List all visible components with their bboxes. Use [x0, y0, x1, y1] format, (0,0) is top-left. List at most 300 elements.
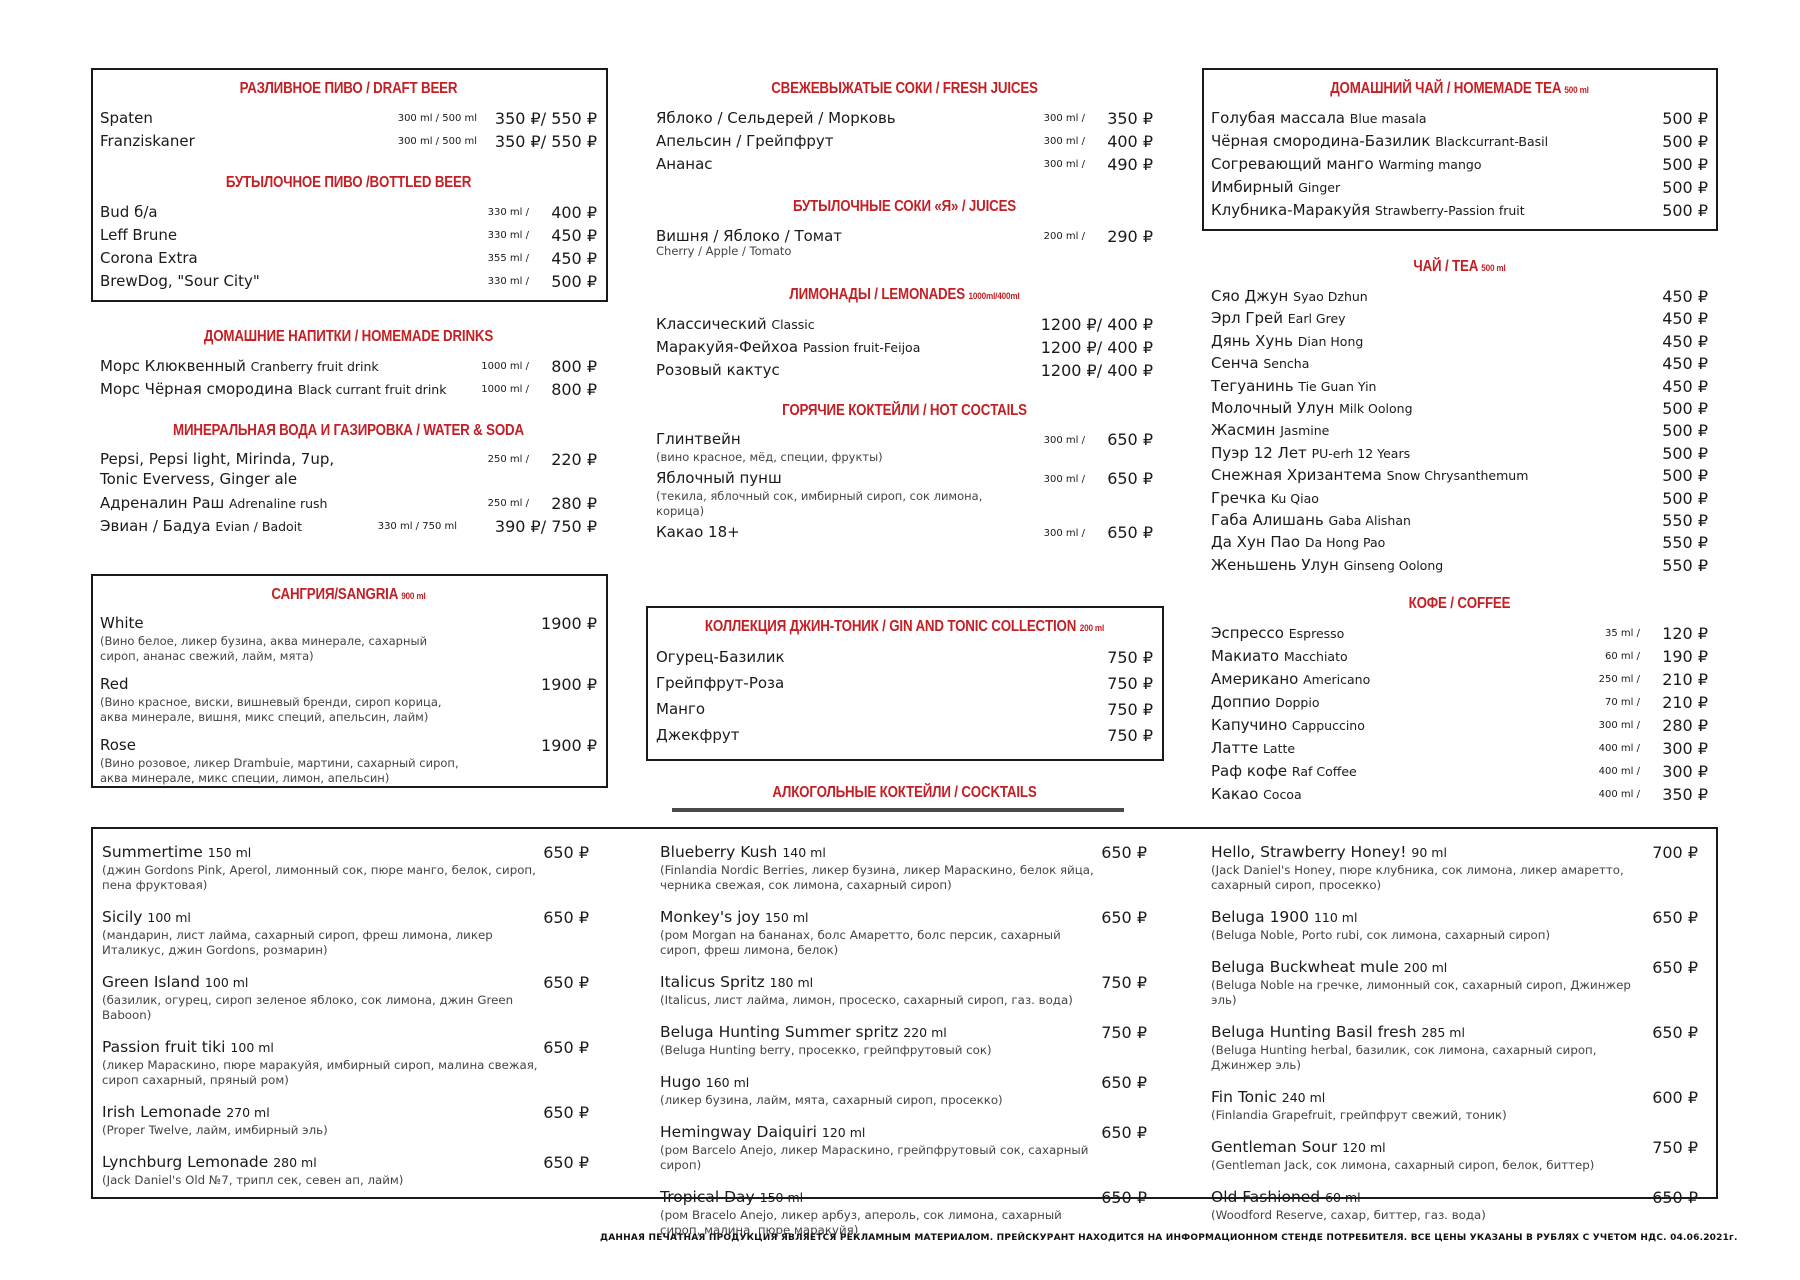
coffee-title: КОФЕ / COFFEE	[1408, 595, 1511, 612]
item-description: (вино красное, мёд, специи, фрукты)	[656, 450, 883, 464]
item-volume: 300 ml /	[1043, 113, 1085, 124]
item-name	[1211, 397, 1413, 420]
item-volume: 200 ml /	[1043, 231, 1085, 242]
item-price: 350 ₽	[1662, 785, 1708, 804]
menu-item-row	[1211, 107, 1708, 130]
item-name-en: Latte	[1262, 741, 1296, 756]
item-name	[100, 735, 136, 756]
item-price: 450 ₽	[551, 249, 597, 268]
cocktail-name	[660, 1022, 947, 1043]
cocktails-separator	[672, 808, 1124, 812]
tea-list	[1211, 285, 1708, 576]
item-price: 390 ₽/ 750 ₽	[494, 517, 597, 536]
item-price: 650 ₽	[1107, 523, 1153, 542]
homemade-tea-title	[1246, 80, 1673, 98]
menu-item	[656, 359, 1153, 382]
item-name	[656, 468, 782, 489]
item-price: 750 ₽	[1107, 726, 1153, 745]
cocktail-description: (Beluga Noble, Porto rubi, сок лимона, сахарный сироп)	[1211, 928, 1551, 942]
item-name-ru: Латте	[1211, 739, 1259, 757]
item-name	[1211, 714, 1365, 737]
cocktail-row	[1211, 1022, 1708, 1043]
item-name-ru: Вишня / Яблоко / Томат	[656, 227, 843, 245]
cocktail-description: (Beluga Hunting berry, просекко, грейпфрутовый сок)	[660, 1043, 992, 1057]
menu-item-row	[1211, 487, 1708, 509]
item-name-en: Adrenaline rush	[229, 496, 328, 511]
item-name-en: Earl Grey	[1287, 311, 1346, 327]
item-name	[656, 153, 713, 176]
cocktail-item	[1211, 907, 1708, 943]
item-name	[656, 646, 785, 669]
item-price: 400 ₽	[1107, 132, 1153, 151]
item-name-ru: Какао 18+	[656, 523, 740, 541]
cocktails-col1	[102, 842, 599, 1202]
item-volume: 300 ml /	[1043, 528, 1085, 539]
menu-item-row	[1211, 622, 1708, 645]
item-price: 280 ₽	[1662, 716, 1708, 735]
item-name	[100, 355, 379, 378]
cocktail-price: 650 ₽	[1652, 908, 1698, 927]
item-name-ru: Молочный Улун	[1211, 398, 1335, 417]
menu-item	[1211, 668, 1708, 691]
item-name-ru: Яблоко / Сельдерей / Морковь	[656, 109, 896, 127]
item-name-en: Blue masala	[1349, 111, 1427, 126]
item-name-ru: Яблочный пунш	[656, 469, 782, 487]
sangria-title	[135, 586, 562, 604]
menu-item	[656, 646, 1153, 672]
cocktail-name-text: Old Fashioned	[1211, 1188, 1321, 1206]
menu-item-row	[1211, 442, 1708, 464]
item-name	[100, 224, 177, 247]
item-name-en: Cocoa	[1263, 787, 1302, 802]
menu-item-row	[1211, 783, 1708, 806]
item-name-ru: Снежная Хризантема	[1211, 466, 1382, 485]
cocktail-name-text: Hemingway Daiquiri	[660, 1123, 817, 1141]
sangria-title-volume: 900 ml	[401, 591, 426, 602]
cocktail-item	[102, 907, 599, 958]
cocktail-row	[660, 907, 1157, 928]
item-name-ru: Эрл Грей	[1211, 309, 1283, 328]
draft-beer-title: РАЗЛИВНОЕ ПИВО / DRAFT BEER	[239, 80, 458, 97]
item-name	[1211, 509, 1411, 532]
item-name-ru: BrewDog, "Sour City"	[100, 272, 260, 290]
menu-item-row	[1211, 645, 1708, 668]
cocktail-name-text: Sicily	[102, 908, 143, 926]
menu-item-row	[100, 130, 597, 153]
cocktail-name	[102, 972, 248, 993]
item-price: 500 ₽	[1662, 398, 1708, 418]
cocktail-price: 600 ₽	[1652, 1088, 1698, 1107]
item-name-ru: Голубая массала	[1211, 109, 1345, 127]
item-price: 500 ₽	[551, 272, 597, 291]
cocktail-price: 750 ₽	[1652, 1138, 1698, 1157]
menu-item-row	[100, 107, 597, 130]
cocktail-item	[1211, 1137, 1708, 1173]
cocktails-col1-list	[102, 842, 599, 1188]
cocktail-volume: 220 ml	[903, 1025, 947, 1040]
menu-item-row	[100, 378, 597, 401]
cocktail-volume: 140 ml	[782, 845, 826, 860]
item-price: 350 ₽	[1107, 109, 1153, 128]
menu-item	[1211, 176, 1708, 199]
item-name-ru: Клубника-Маракуйя	[1211, 201, 1371, 219]
item-price: 400 ₽	[551, 203, 597, 222]
item-volume: 35 ml /	[1605, 628, 1640, 639]
cocktail-volume: 160 ml	[705, 1075, 750, 1090]
draft-beer-list	[100, 107, 597, 153]
draft-beer-section	[100, 80, 597, 153]
cocktail-name-text: Summertime	[102, 843, 203, 861]
menu-item	[1211, 487, 1708, 509]
item-name	[656, 672, 784, 695]
cocktail-name	[102, 1102, 270, 1123]
cocktail-volume: 150 ml	[759, 1190, 804, 1205]
menu-item	[1211, 107, 1708, 130]
menu-item	[1211, 419, 1708, 441]
menu-item-row	[1211, 691, 1708, 714]
cocktail-volume: 110 ml	[1313, 910, 1358, 925]
tea-title-text: ЧАЙ / TEA	[1413, 258, 1478, 275]
cocktail-name	[1211, 1187, 1361, 1208]
item-name	[656, 429, 741, 450]
item-name-ru: Да Хун Пао	[1211, 533, 1301, 552]
sangria-title-text: САНГРИЯ/SANGRIA	[271, 586, 398, 603]
cocktail-row	[660, 1072, 1157, 1093]
item-name-ru: Какао	[1211, 785, 1259, 803]
cocktail-name-text: Blueberry Kush	[660, 843, 778, 861]
item-price: 750 ₽	[1107, 648, 1153, 667]
cocktail-row	[660, 842, 1157, 863]
menu-item	[1211, 714, 1708, 737]
item-name	[100, 270, 260, 293]
cocktail-item	[102, 1152, 599, 1188]
cocktail-description: (Finlandia Grapefruit, грейпфрут свежий, тоник)	[1211, 1108, 1507, 1122]
item-price: 220 ₽	[551, 450, 597, 469]
gin-tonic-section	[656, 618, 1153, 750]
cocktail-name-text: Tropical Day	[660, 1188, 755, 1206]
cocktail-volume: 120 ml	[821, 1125, 866, 1140]
cocktail-name	[660, 972, 813, 993]
item-name	[100, 130, 195, 153]
item-name	[1211, 107, 1427, 130]
menu-item-row	[656, 698, 1153, 724]
menu-item	[656, 130, 1153, 153]
menu-item	[100, 270, 597, 293]
cocktail-item	[660, 1022, 1157, 1058]
item-name-en: Tie Guan Yin	[1298, 378, 1377, 394]
cocktails-col2-list	[660, 842, 1157, 1238]
menu-item-row	[1211, 285, 1708, 307]
cocktail-name-text: Beluga 1900	[1211, 908, 1310, 926]
menu-item-row	[1211, 464, 1708, 486]
cocktail-item	[102, 1102, 599, 1138]
item-price: 120 ₽	[1662, 624, 1708, 643]
item-name	[100, 107, 153, 130]
menu-item	[1211, 307, 1708, 329]
item-name	[1211, 307, 1346, 330]
homemade-drinks-title: ДОМАШНИЕ НАПИТКИ / HOMEMADE DRINKS	[203, 328, 494, 345]
cocktail-row	[1211, 907, 1708, 928]
menu-item	[1211, 130, 1708, 153]
cocktail-volume: 285 ml	[1421, 1025, 1465, 1040]
cocktail-description: (ликер Мараскино, пюре маракуйя, имбирный сироп, малина свежая, сироп сахарный, пряный ром)	[102, 1058, 538, 1087]
cocktail-name	[102, 907, 191, 928]
item-name-ru: Corona Extra	[100, 249, 198, 267]
cocktail-description: (Proper Twelve, лайм, имбирный эль)	[102, 1123, 328, 1137]
item-name	[1211, 352, 1309, 375]
menu-item	[1211, 285, 1708, 307]
item-name-ru: Макиато	[1211, 647, 1280, 665]
cocktail-volume: 280 ml	[273, 1155, 317, 1170]
menu-item	[1211, 509, 1708, 531]
item-description: (Вино белое, ликер бузина, аква минерале, сахарный сироп, ананас свежий, лайм, мята)	[100, 634, 428, 663]
hot-cocktails-title: ГОРЯЧИЕ КОКТЕЙЛИ / HOT COCTAILS	[782, 402, 1027, 419]
cocktail-row	[102, 972, 599, 993]
cocktail-name	[1211, 1137, 1386, 1158]
cocktail-name	[660, 1187, 803, 1208]
item-name-en: Syao Dzhun	[1293, 289, 1368, 304]
cocktail-description: (Jack Daniel's Honey, пюре клубника, сок лимона, ликер амаретто, сахарный сироп, просекко)	[1211, 863, 1624, 892]
menu-item	[100, 613, 597, 664]
item-price: 450 ₽	[1662, 309, 1708, 329]
item-price: 450 ₽	[1662, 287, 1708, 306]
menu-item	[100, 130, 597, 153]
item-price: 800 ₽	[551, 357, 597, 376]
cocktail-name	[1211, 1022, 1465, 1043]
item-name	[1211, 622, 1344, 645]
item-name-ru: Сяо Джун	[1211, 287, 1289, 305]
menu-item-row	[1211, 509, 1708, 531]
cocktail-description: (ром Bracelo Anejo, ликер арбуз, апероль, сок лимона, сахарный сироп, малина, пюре маракуйя)	[660, 1208, 1062, 1237]
cocktail-volume: 240 ml	[1281, 1090, 1326, 1105]
item-name-en: Strawberry-Passion fruit	[1374, 203, 1525, 218]
item-name-en: Doppio	[1275, 695, 1320, 710]
item-name	[100, 613, 144, 634]
menu-item-row	[656, 153, 1153, 176]
item-description: (Вино красное, виски, вишневый бренди, сироп корица, аква минерале, вишня, микс специй, апельсин, лайм)	[100, 695, 442, 724]
item-price: 500 ₽	[1662, 421, 1708, 441]
item-price: 450 ₽	[551, 226, 597, 245]
cocktail-row	[1211, 957, 1708, 978]
cocktail-row	[102, 1037, 599, 1058]
item-name-en: Blackcurrant-Basil	[1435, 134, 1549, 149]
cocktail-name-text: Beluga Hunting Summer spritz	[660, 1023, 899, 1041]
item-name	[1211, 487, 1319, 510]
item-name-ru: Розовый кактус	[656, 361, 780, 379]
cocktail-row	[660, 972, 1157, 993]
item-price: 650 ₽	[1107, 469, 1153, 488]
cocktail-row	[102, 907, 599, 928]
menu-item	[100, 674, 597, 725]
menu-item-row	[1211, 375, 1708, 397]
item-name-ru: Адреналин Раш	[100, 494, 225, 512]
menu-item-row	[1211, 352, 1708, 374]
cocktail-name-text: Lynchburg Lemonade	[102, 1153, 269, 1171]
cocktail-price: 650 ₽	[1101, 1188, 1147, 1207]
item-name	[1211, 199, 1525, 222]
item-price: 300 ₽	[1662, 762, 1708, 781]
cocktail-description: (мандарин, лист лайма, сахарный сироп, фреш лимона, ликер Италикус, джин Gordons, розмарин)	[102, 928, 493, 957]
item-price: 500 ₽	[1662, 443, 1708, 463]
item-name-en: Dian Hong	[1297, 333, 1364, 349]
homemade-drinks-section	[100, 328, 597, 401]
footer-disclaimer: ДАННАЯ ПЕЧАТНАЯ ПРОДУКЦИЯ ЯВЛЯЕТСЯ РЕКЛАМНЫМ МАТЕРИАЛОМ. ПРЕЙСКУРАНТ НАХОДИТСЯ НА ИНФОРМАЦИОННОМ СТЕНДЕ ПОТРЕБИТЕЛЯ. ВСЕ ЦЕНЫ УКАЗАНЫ В РУБЛЯХ С УЧЕТОМ НДС. 04.06.2021г.	[600, 1233, 1738, 1243]
homemade-tea-section	[1211, 80, 1708, 222]
item-price: 500 ₽	[1662, 155, 1708, 174]
cocktail-description: (Woodford Reserve, сахар, биттер, газ. вода)	[1211, 1208, 1486, 1222]
item-name-ru: Имбирный	[1211, 178, 1294, 196]
item-name-en: Macchiato	[1283, 649, 1348, 664]
cocktails-col3-list	[1211, 842, 1708, 1223]
item-price: 1900 ₽	[541, 736, 597, 755]
cocktail-name-text: Passion fruit tiki	[102, 1038, 226, 1056]
lemonades-title-text: ЛИМОНАДЫ / LEMONADES	[789, 286, 965, 303]
cocktail-description: (Beluga Hunting herbal, базилик, сок лимона, сахарный сироп, Джинжер эль)	[1211, 1043, 1597, 1072]
cocktail-price: 650 ₽	[1101, 1123, 1147, 1142]
cocktail-name-text: Hello, Strawberry Honey!	[1211, 843, 1407, 861]
menu-item-row	[656, 646, 1153, 672]
item-volume: 300 ml /	[1043, 435, 1085, 446]
menu-item	[656, 429, 1153, 465]
item-name-en: Evian / Badoit	[215, 519, 303, 534]
item-name-ru: Чёрная смородина-Базилик	[1211, 132, 1431, 150]
item-name	[1211, 375, 1376, 398]
item-name-en: Snow Chrysanthemum	[1386, 468, 1529, 484]
item-name-en: Classic	[771, 317, 815, 332]
cocktail-name-text: Hugo	[660, 1073, 701, 1091]
menu-item	[100, 735, 597, 786]
lemonades-section	[656, 286, 1153, 382]
menu-item-row	[656, 107, 1153, 130]
item-name-ru: Ананас	[656, 155, 713, 173]
cocktail-item	[660, 842, 1157, 893]
cocktail-item	[102, 842, 599, 893]
item-name	[1211, 783, 1302, 806]
item-volume: 300 ml / 500 ml	[397, 136, 477, 147]
item-name-en: Cranberry fruit drink	[250, 359, 379, 374]
menu-item-row	[656, 468, 1153, 489]
item-name-ru: Согревающий манго	[1211, 155, 1374, 173]
item-name-ru: Жасмин	[1211, 421, 1276, 440]
cocktail-name	[102, 842, 251, 863]
item-price: 210 ₽	[1662, 670, 1708, 689]
item-name-en: Cappuccino	[1291, 718, 1365, 733]
cocktail-row	[660, 1122, 1157, 1143]
item-volume: 250 ml /	[487, 454, 529, 465]
cocktail-price: 650 ₽	[1652, 1188, 1698, 1207]
hot-cocktails-list	[656, 429, 1153, 543]
menu-item-row	[656, 429, 1153, 450]
item-name	[100, 201, 158, 224]
item-name-en: Black currant fruit drink	[297, 382, 447, 397]
cocktail-item	[102, 972, 599, 1023]
item-price: 300 ₽	[1662, 739, 1708, 758]
item-price: 750 ₽	[1107, 700, 1153, 719]
item-price: 550 ₽	[1662, 533, 1708, 553]
coffee-section	[1211, 595, 1708, 806]
gin-tonic-title-text: КОЛЛЕКЦИЯ ДЖИН-ТОНИК / GIN AND TONIC COLLECTION	[704, 618, 1077, 635]
sangria-list	[100, 613, 597, 786]
menu-item	[656, 336, 1153, 359]
cocktail-item	[1211, 957, 1708, 1008]
cocktail-price: 650 ₽	[543, 1103, 589, 1122]
item-price: 500 ₽	[1662, 178, 1708, 197]
cocktail-item	[660, 1122, 1157, 1173]
cocktail-price: 650 ₽	[543, 1153, 589, 1172]
item-name-ru: Дянь Хунь	[1211, 331, 1293, 350]
item-name-ru: Глинтвейн	[656, 430, 741, 448]
lemonades-list	[656, 313, 1153, 382]
bottled-juices-list	[656, 225, 1153, 259]
item-price: 350 ₽/ 550 ₽	[494, 109, 597, 128]
item-price: 500 ₽	[1662, 466, 1708, 486]
menu-item	[656, 724, 1153, 750]
item-name	[656, 107, 896, 130]
cocktail-row	[1211, 1187, 1708, 1208]
item-name	[656, 225, 842, 248]
bottled-beer-section	[100, 174, 597, 293]
gin-tonic-title-volume: 200 ml	[1079, 623, 1105, 634]
cocktail-description: (Italicus, лист лайма, лимон, просеско, сахарный сироп, газ. вода)	[660, 993, 1073, 1007]
item-name	[656, 313, 815, 336]
item-name	[100, 674, 129, 695]
cocktail-item	[660, 972, 1157, 1008]
homemade-tea-title-volume: 500 ml	[1564, 85, 1589, 96]
item-price: 450 ₽	[1662, 354, 1708, 374]
menu-item-row	[1211, 307, 1708, 329]
cocktail-item	[102, 1037, 599, 1088]
item-price: 280 ₽	[551, 494, 597, 513]
item-name-ru: Пуэр 12 Лет	[1211, 443, 1307, 462]
cocktail-volume: 150 ml	[207, 845, 252, 860]
cocktail-name	[660, 1122, 865, 1143]
item-name-en: PU-erh 12 Years	[1311, 445, 1411, 461]
item-name-ru: Эвиан / Бадуа	[100, 517, 211, 535]
item-name-ru: Классический	[656, 315, 767, 333]
item-volume: 300 ml /	[1043, 159, 1085, 170]
menu-item-row	[100, 201, 597, 224]
menu-item-row	[100, 613, 597, 634]
item-name-en: Raf Coffee	[1291, 764, 1357, 779]
item-name	[1211, 419, 1329, 442]
cocktail-name-text: Beluga Buckwheat mule	[1211, 958, 1399, 976]
cocktail-row	[660, 1022, 1157, 1043]
item-name-ru: Bud б/а	[100, 203, 158, 221]
item-price: 1900 ₽	[541, 675, 597, 694]
item-name-en: Ginseng Oolong	[1343, 557, 1444, 573]
menu-item	[1211, 531, 1708, 553]
cocktail-price: 750 ₽	[1101, 973, 1147, 992]
menu-item-row	[1211, 760, 1708, 783]
item-name	[1211, 645, 1348, 668]
item-name	[656, 359, 780, 382]
item-name	[656, 698, 705, 721]
item-volume: 400 ml /	[1598, 743, 1640, 754]
menu-item	[1211, 622, 1708, 645]
cocktail-price: 700 ₽	[1652, 843, 1698, 862]
cocktail-volume: 90 ml	[1411, 845, 1447, 860]
menu-item-row	[100, 224, 597, 247]
menu-item	[1211, 352, 1708, 374]
menu-item-row	[1211, 176, 1708, 199]
cocktail-row	[102, 1152, 599, 1173]
menu-item	[100, 107, 597, 130]
item-name	[100, 378, 446, 401]
cocktail-name	[1211, 957, 1447, 978]
cocktail-price: 650 ₽	[1101, 843, 1147, 862]
item-name	[656, 724, 739, 747]
item-name	[1211, 130, 1548, 153]
